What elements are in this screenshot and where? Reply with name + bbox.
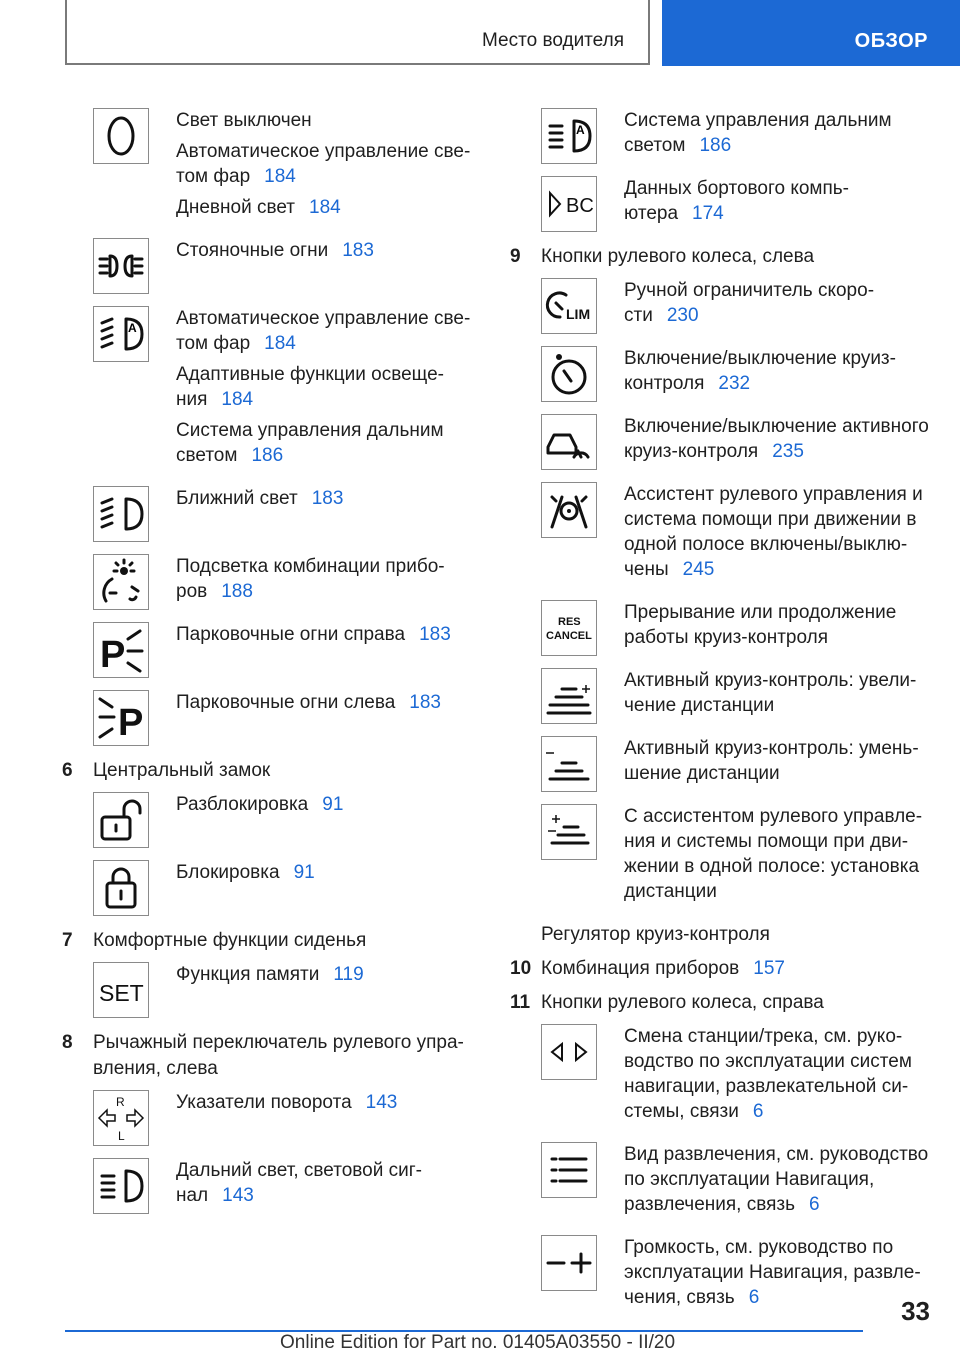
entry-line bbox=[176, 362, 482, 412]
entry-line bbox=[176, 486, 482, 511]
svg-text:SET: SET bbox=[99, 980, 144, 1006]
entry-line bbox=[176, 622, 482, 647]
entry-line bbox=[624, 600, 935, 650]
distance-decrease-icon bbox=[541, 736, 597, 792]
entry-line bbox=[176, 238, 482, 263]
chapter-tab bbox=[662, 0, 960, 66]
entry-text: Автоматическое управление светом фар bbox=[176, 308, 471, 354]
entry-description bbox=[176, 554, 482, 610]
entry-line bbox=[624, 414, 935, 464]
entry-text: Адаптивные функции освещения bbox=[176, 364, 444, 410]
entry-text: Подсветка комбинации приборов bbox=[176, 556, 445, 602]
entry-line bbox=[624, 482, 935, 582]
svg-text:LIM: LIM bbox=[566, 306, 591, 322]
item-number: 10 bbox=[510, 958, 532, 979]
distance-increase-icon bbox=[541, 668, 597, 724]
steering-assist-icon bbox=[541, 482, 597, 538]
page-reference-link[interactable]: 143 bbox=[365, 1092, 398, 1113]
entry-line bbox=[176, 195, 482, 220]
icon-entry bbox=[510, 1024, 935, 1130]
parking-lights-icon bbox=[93, 238, 149, 294]
entry-text: С ассистентом рулевого управления и системы помощи при движении в одной полосе: установка дистанции bbox=[624, 806, 923, 902]
entry-line bbox=[624, 1235, 935, 1310]
page-reference-link[interactable]: 230 bbox=[666, 305, 699, 326]
entry-description bbox=[624, 278, 935, 334]
entry-description bbox=[624, 108, 935, 164]
entry-description bbox=[624, 668, 935, 724]
page-reference-link[interactable]: 157 bbox=[753, 958, 785, 979]
page-reference-link[interactable]: 184 bbox=[221, 389, 254, 410]
entry-line bbox=[176, 554, 482, 604]
entry-line bbox=[176, 108, 482, 133]
page-number: 33 bbox=[901, 1296, 930, 1326]
page-reference-link[interactable]: 186 bbox=[251, 445, 284, 466]
entry-description bbox=[176, 238, 482, 269]
icon-entry bbox=[510, 668, 935, 724]
page-reference-link[interactable]: 188 bbox=[221, 581, 253, 602]
item-number: 9 bbox=[510, 246, 521, 267]
entry-description bbox=[176, 306, 482, 474]
entry-line bbox=[176, 418, 482, 468]
icon-entry bbox=[62, 690, 482, 746]
unlock-icon bbox=[93, 792, 149, 848]
entry-line bbox=[624, 804, 935, 904]
parking-right-icon bbox=[93, 622, 149, 678]
page-reference-link[interactable]: 143 bbox=[222, 1185, 254, 1206]
page-reference-link[interactable]: 186 bbox=[699, 135, 732, 156]
low-beam-icon bbox=[93, 486, 149, 542]
svg-text:CANCEL: CANCEL bbox=[546, 630, 592, 642]
lock-icon bbox=[93, 860, 149, 916]
svg-text:BC: BC bbox=[566, 195, 594, 217]
item-number: 8 bbox=[62, 1032, 73, 1053]
entry-line bbox=[624, 1142, 935, 1217]
page-reference-link[interactable]: 235 bbox=[772, 441, 804, 462]
cruise-regulator-label: Регулятор круиз-контроля bbox=[541, 924, 770, 945]
section-title: Место водителя bbox=[482, 30, 624, 51]
volume-icon bbox=[541, 1235, 597, 1291]
high-beam-icon bbox=[93, 1158, 149, 1214]
set-icon bbox=[93, 962, 149, 1018]
entry-text: Активный круиз-контроль: уменьшение дистанции bbox=[624, 738, 919, 784]
svg-text:A: A bbox=[128, 321, 137, 335]
entry-description bbox=[176, 860, 482, 891]
entry-text: Ближний свет bbox=[176, 488, 298, 509]
icon-entry bbox=[62, 108, 482, 226]
numbered-item bbox=[510, 244, 935, 270]
icon-entry bbox=[510, 1142, 935, 1223]
entry-description bbox=[624, 736, 935, 792]
numbered-item bbox=[510, 990, 935, 1016]
entry-line bbox=[176, 792, 482, 817]
page-reference-link[interactable]: 174 bbox=[692, 203, 724, 224]
numbered-item bbox=[62, 758, 482, 784]
icon-entry bbox=[62, 1090, 482, 1146]
page-reference-link[interactable]: 183 bbox=[409, 692, 441, 713]
speed-limiter-icon bbox=[541, 278, 597, 334]
entry-line bbox=[176, 139, 482, 189]
page-reference-link[interactable]: 6 bbox=[809, 1194, 820, 1215]
entry-description bbox=[624, 346, 935, 402]
icon-entry bbox=[510, 346, 935, 402]
item-number: 11 bbox=[510, 992, 531, 1013]
entry-description bbox=[176, 486, 482, 517]
entry-description bbox=[176, 962, 482, 993]
item-label: Рычажный переключатель рулевого управления, слева bbox=[93, 1032, 464, 1079]
icon-entry bbox=[62, 554, 482, 610]
page-reference-link[interactable]: 119 bbox=[333, 964, 364, 985]
left-column bbox=[62, 108, 482, 1226]
instrument-lighting-icon bbox=[93, 554, 149, 610]
page-reference-link[interactable]: 184 bbox=[264, 166, 296, 187]
entry-text: Включение/выключение активного круиз-контроля bbox=[624, 416, 929, 462]
page-reference-link[interactable]: 6 bbox=[752, 1101, 764, 1122]
entry-line bbox=[624, 668, 935, 718]
entry-text: Блокировка bbox=[176, 862, 280, 883]
entry-text: Свет выключен bbox=[176, 110, 312, 131]
turn-signal-icon bbox=[93, 1090, 149, 1146]
entry-line bbox=[176, 1158, 482, 1208]
list-icon bbox=[541, 1142, 597, 1198]
entry-text: Парковочные огни слева bbox=[176, 692, 396, 713]
entry-text: Дневной свет bbox=[176, 197, 295, 218]
entry-description bbox=[176, 622, 482, 653]
icon-entry bbox=[510, 736, 935, 792]
entry-text: Функция памяти bbox=[176, 964, 320, 985]
entry-text: Активный круиз-контроль: увеличение дистанции bbox=[624, 670, 917, 716]
icon-entry bbox=[510, 278, 935, 334]
entry-description bbox=[176, 792, 482, 823]
entry-description bbox=[624, 1142, 935, 1223]
page-reference-link[interactable]: 232 bbox=[718, 373, 751, 394]
page-reference-link[interactable]: 183 bbox=[311, 488, 344, 509]
svg-text:A: A bbox=[576, 123, 585, 137]
entry-text: Указатели поворота bbox=[176, 1092, 352, 1113]
entry-description bbox=[176, 1090, 482, 1121]
entry-description bbox=[624, 1024, 935, 1130]
header-section-box bbox=[65, 0, 650, 65]
page-reference-link[interactable]: 183 bbox=[342, 240, 374, 261]
entry-description bbox=[624, 176, 935, 232]
icon-entry bbox=[510, 176, 935, 232]
auto-headlight-icon bbox=[93, 306, 149, 362]
entry-line bbox=[176, 306, 482, 356]
entry-text: Вид развлечения, см. руководство по эксплуатации Навигация, развлечения, связь bbox=[624, 1144, 929, 1215]
entry-text: Дальний свет, световой сигнал bbox=[176, 1160, 422, 1206]
entry-text: Система управления дальним светом bbox=[176, 420, 444, 466]
entry-line bbox=[624, 278, 935, 328]
numbered-item bbox=[62, 1030, 482, 1082]
res-cancel-icon bbox=[541, 600, 597, 656]
page-reference-link[interactable]: 6 bbox=[748, 1287, 760, 1308]
item-number: 7 bbox=[62, 930, 73, 951]
entry-text: Парковочные огни справа bbox=[176, 624, 406, 645]
light-off-icon bbox=[93, 108, 149, 164]
entry-line bbox=[624, 1024, 935, 1124]
page-reference-link[interactable]: 91 bbox=[293, 862, 315, 883]
entry-text: Система управления дальним светом bbox=[624, 110, 892, 156]
entry-line bbox=[624, 346, 935, 396]
entry-text: Разблокировка bbox=[176, 794, 309, 815]
right-column bbox=[510, 108, 935, 1328]
entry-description bbox=[624, 482, 935, 588]
entry-description bbox=[176, 690, 482, 721]
entry-text: Ручной ограничитель скорости bbox=[624, 280, 875, 326]
icon-entry bbox=[510, 414, 935, 470]
icon-entry bbox=[62, 860, 482, 916]
numbered-item bbox=[510, 956, 935, 982]
entry-description bbox=[624, 600, 935, 656]
chapter-title: ОБЗОР bbox=[854, 30, 928, 52]
high-beam-assist-icon bbox=[541, 108, 597, 164]
page-reference-link[interactable]: 183 bbox=[419, 624, 451, 645]
entry-description bbox=[624, 414, 935, 470]
entry-line bbox=[624, 176, 935, 226]
active-cruise-icon bbox=[541, 414, 597, 470]
icon-entry bbox=[62, 486, 482, 542]
entry-line bbox=[176, 962, 482, 987]
icon-entry bbox=[62, 238, 482, 294]
svg-text:R: R bbox=[116, 1095, 125, 1109]
entry-description bbox=[624, 804, 935, 910]
item-label: Комбинация приборов 157 bbox=[541, 958, 785, 979]
entry-text: Прерывание или продолжение работы круиз-контроля bbox=[624, 602, 897, 648]
icon-entry bbox=[62, 306, 482, 474]
svg-text:RES: RES bbox=[558, 616, 581, 628]
entry-text: Стояночные огни bbox=[176, 240, 329, 261]
item-number: 6 bbox=[62, 760, 73, 781]
page-reference-link[interactable]: 91 bbox=[322, 794, 344, 815]
entry-text: Включение/выключение круиз-контроля bbox=[624, 348, 896, 394]
icon-entry bbox=[510, 804, 935, 910]
svg-text:L: L bbox=[118, 1129, 125, 1143]
item-label: Кнопки рулевого колеса, справа bbox=[541, 992, 824, 1013]
cruise-control-icon bbox=[541, 346, 597, 402]
entry-description bbox=[624, 1235, 935, 1316]
icon-entry bbox=[62, 792, 482, 848]
entry-line bbox=[176, 690, 482, 715]
icon-entry bbox=[510, 108, 935, 164]
icon-entry bbox=[510, 600, 935, 656]
distance-setting-icon bbox=[541, 804, 597, 860]
numbered-item bbox=[62, 928, 482, 954]
entry-description bbox=[176, 108, 482, 226]
station-track-icon bbox=[541, 1024, 597, 1080]
icon-entry bbox=[62, 962, 482, 1018]
entry-line bbox=[176, 860, 482, 885]
icon-entry bbox=[510, 1235, 935, 1316]
icon-entry bbox=[62, 622, 482, 678]
onboard-computer-icon bbox=[541, 176, 597, 232]
entry-text: Автоматическое управление светом фар bbox=[176, 141, 471, 187]
icon-entry bbox=[510, 482, 935, 588]
page-reference-link[interactable]: 184 bbox=[309, 197, 341, 218]
icon-entry bbox=[62, 1158, 482, 1214]
entry-line bbox=[624, 736, 935, 786]
entry-line bbox=[624, 108, 935, 158]
entry-text: Смена станции/трека, см. руководство по эксплуатации систем навигации, развлекательной системы, связи bbox=[624, 1026, 912, 1122]
item-label: Кнопки рулевого колеса, слева bbox=[541, 246, 815, 267]
page-header bbox=[0, 0, 960, 66]
page-reference-link[interactable]: 184 bbox=[264, 333, 296, 354]
svg-text:P: P bbox=[118, 702, 144, 743]
page-reference-link[interactable]: 245 bbox=[682, 559, 715, 580]
entry-text: Ассистент рулевого управления и система помощи при движении в одной полосе включены/выключены bbox=[624, 484, 923, 580]
footer-edition: Online Edition for Part no. 01405A03550 - II/20 bbox=[280, 1332, 676, 1353]
item-label: Центральный замок bbox=[93, 760, 271, 781]
svg-text:P: P bbox=[100, 634, 126, 675]
entry-description bbox=[176, 1158, 482, 1214]
entry-text: Данных бортового компьютера bbox=[624, 178, 849, 224]
parking-left-icon bbox=[93, 690, 149, 746]
entry-text: Громкость, см. руководство по эксплуатации Навигация, развлечения, связь bbox=[624, 1237, 921, 1308]
entry-line bbox=[176, 1090, 482, 1115]
item-label: Комфортные функции сиденья bbox=[93, 930, 367, 951]
